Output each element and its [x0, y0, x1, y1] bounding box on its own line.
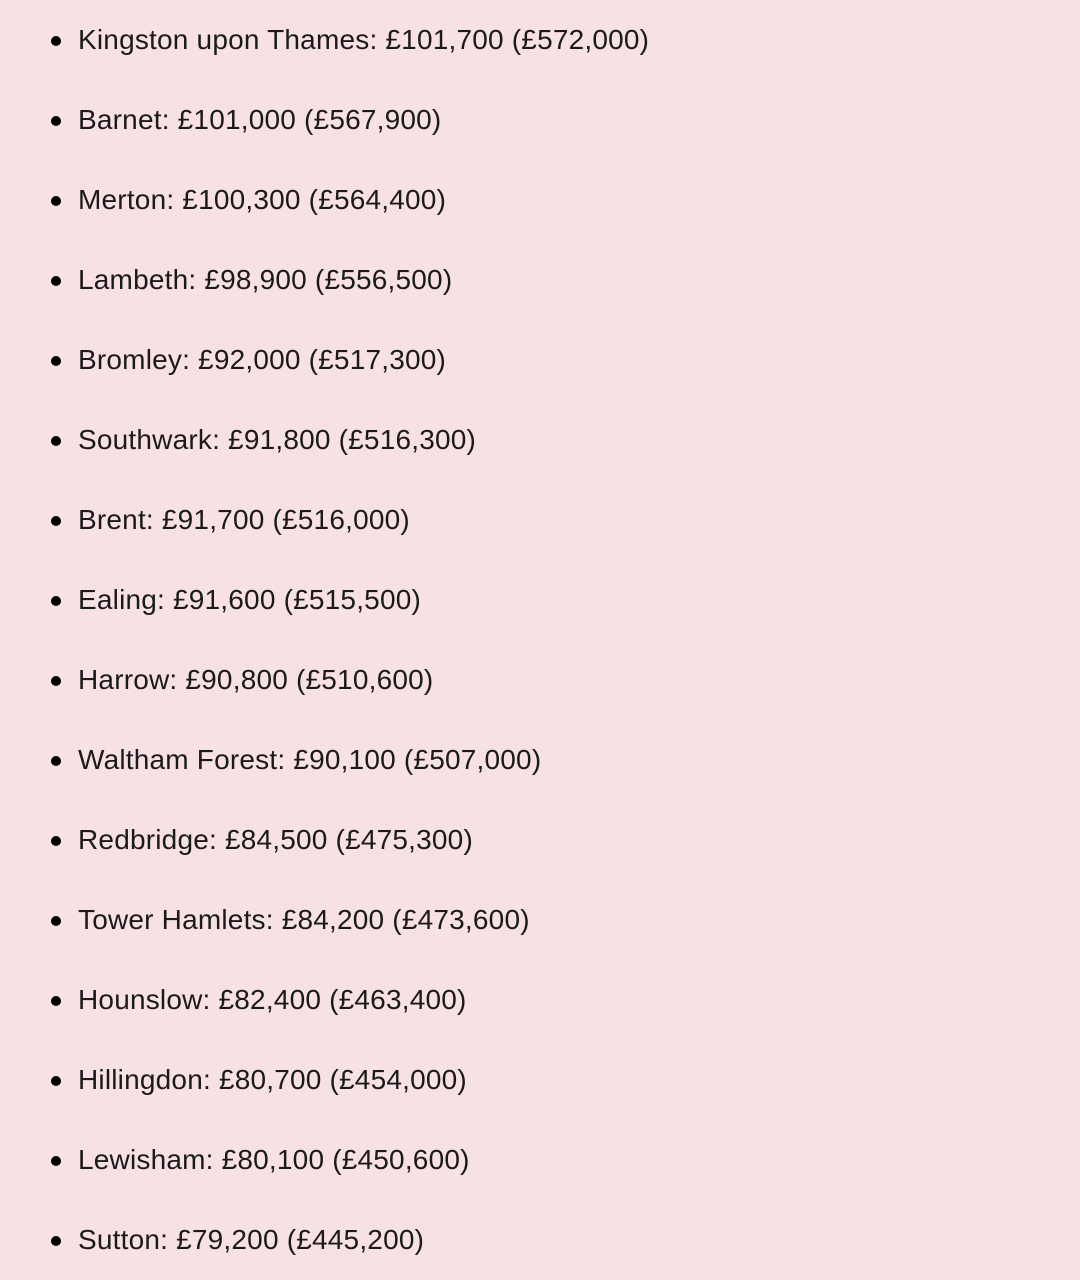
list-item — [0, 1120, 1080, 1200]
list-item — [0, 320, 1080, 400]
list-item — [0, 0, 1080, 80]
list-item-text: Hounslow: £82,400 (£463,400) — [78, 984, 467, 1015]
bullet-icon — [51, 516, 61, 526]
list-item — [0, 1040, 1080, 1120]
bullet-icon — [51, 196, 61, 206]
bullet-icon — [51, 116, 61, 126]
list-item-text: Redbridge: £84,500 (£475,300) — [78, 824, 473, 855]
list-item-text: Merton: £100,300 (£564,400) — [78, 184, 447, 215]
list-item-text: Kingston upon Thames: £101,700 (£572,000) — [78, 24, 650, 55]
list-item — [0, 80, 1080, 160]
list-item — [0, 560, 1080, 640]
list-item — [0, 640, 1080, 720]
bullet-icon — [51, 356, 61, 366]
bullet-icon — [51, 436, 61, 446]
list-item-text: Bromley: £92,000 (£517,300) — [78, 344, 447, 375]
list-item — [0, 1200, 1080, 1280]
list-item-text: Hillingdon: £80,700 (£454,000) — [78, 1064, 467, 1095]
list-item-text: Waltham Forest: £90,100 (£507,000) — [78, 744, 542, 775]
list-item — [0, 800, 1080, 880]
bullet-icon — [51, 1076, 61, 1086]
bullet-icon — [51, 1156, 61, 1166]
list-item-text: Lambeth: £98,900 (£556,500) — [78, 264, 453, 295]
list-item — [0, 960, 1080, 1040]
list-item-text: Ealing: £91,600 (£515,500) — [78, 584, 422, 615]
list-item-text: Southwark: £91,800 (£516,300) — [78, 424, 477, 455]
bullet-icon — [51, 276, 61, 286]
bullet-icon — [51, 996, 61, 1006]
list-item — [0, 720, 1080, 800]
bullet-icon — [51, 756, 61, 766]
bullet-icon — [51, 1236, 61, 1246]
bullet-icon — [51, 836, 61, 846]
list-item-text: Barnet: £101,000 (£567,900) — [78, 104, 442, 135]
bullet-icon — [51, 596, 61, 606]
bullet-icon — [51, 36, 61, 46]
bullet-icon — [51, 916, 61, 926]
list-item-text: Lewisham: £80,100 (£450,600) — [78, 1144, 470, 1175]
list-item — [0, 480, 1080, 560]
list-item — [0, 400, 1080, 480]
list-item-text: Tower Hamlets: £84,200 (£473,600) — [78, 904, 530, 935]
list-item-text: Harrow: £90,800 (£510,600) — [78, 664, 434, 695]
list-item — [0, 880, 1080, 960]
list-item — [0, 240, 1080, 320]
list-item-text: Brent: £91,700 (£516,000) — [78, 504, 410, 535]
list-item-text: Sutton: £79,200 (£445,200) — [78, 1224, 425, 1255]
bullet-icon — [51, 676, 61, 686]
list-item — [0, 160, 1080, 240]
